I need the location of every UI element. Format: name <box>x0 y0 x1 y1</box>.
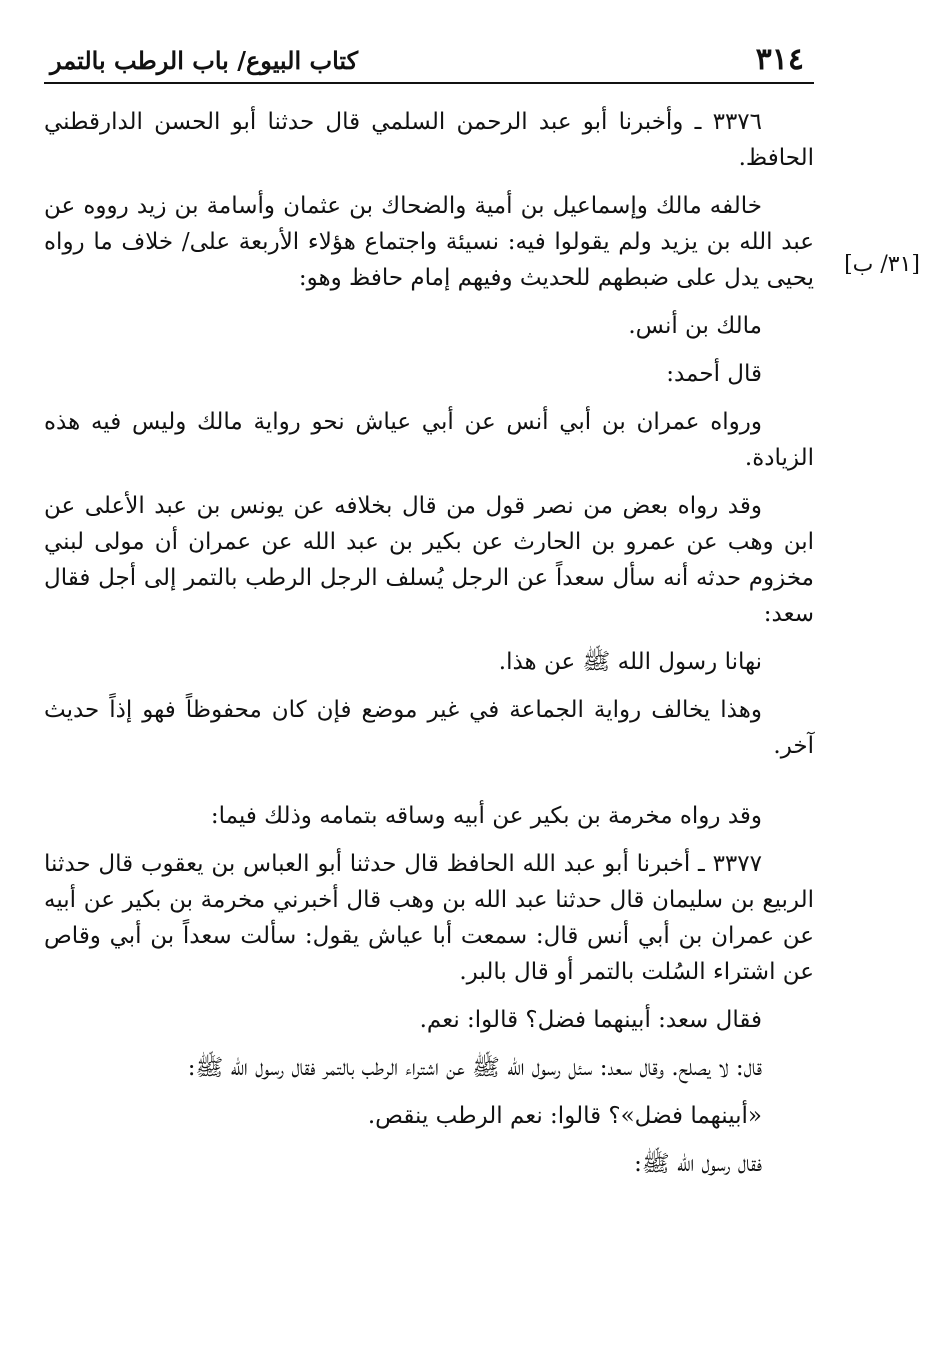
paragraph: قال: لا يصلح. وقال سعد: سئل رسول الله ﷺ عن اشتراء الرطب بالتمر فقال رسول الله ﷺ: <box>187 1055 762 1081</box>
paragraph: وقد رواه مخرمة بن بكير عن أبيه وساقه بتمامه وذلك فيما: <box>210 803 762 829</box>
paragraph: «أبينهما فضل»؟ قالوا: نعم الرطب ينقص. <box>367 1103 762 1129</box>
paragraph: فقال رسول الله ﷺ: <box>634 1151 762 1177</box>
paragraph: خالفه مالك وإسماعيل بن أمية والضحاك بن عثمان وأسامة بن زيد رووه عن عبد الله بن يزيد ولم يقولوا فيه: نسيئة واجتماع هؤلاء الأربعة على/ خلاف ما رواه يحيى يدل على ضبطهم للحديث وفيهم إمام حافظ وهو: <box>44 193 814 291</box>
paragraph: ٣٣٧٧ ـ أخبرنا أبو عبد الله الحافظ قال حدثنا أبو العباس بن يعقوب قال حدثنا الربيع بن سليمان قال حدثنا عبد الله بن وهب قال أخبرني مخرمة بن بكير عن أبيه عن عمران بن أبي أنس قال: سمعت أبا عياش يقول: سألت سعداً بن أبي وقاص عن اشتراء السُلت بالتمر أو قال بالبر. <box>44 851 814 985</box>
paragraph: نهانا رسول الله ﷺ عن هذا. <box>498 649 762 675</box>
page-body <box>44 104 814 1194</box>
paragraph: وقد رواه بعض من نصر قول من قال بخلافه عن يونس بن عبد الأعلى عن ابن وهب عن عمرو بن الحارث عن بكير بن عبد الله عن عمران أن مولى لبني مخزوم حدثه أنه سأل سعداً عن الرجل يُسلف الرجل الرطب بالتمر إلى أجل فقال سعد: <box>44 493 814 627</box>
margin-note: [٣١/ ب] <box>844 252 920 277</box>
paragraph: ورواه عمران بن أبي أنس عن أبي عياش نحو رواية مالك وليس فيه هذه الزيادة. <box>44 409 814 471</box>
paragraph: فقال سعد: أبينهما فضل؟ قالوا: نعم. <box>419 1007 762 1033</box>
running-title: كتاب البيوع/ باب الرطب بالتمر <box>50 46 359 75</box>
paragraph: قال أحمد: <box>666 361 762 387</box>
paragraph: ٣٣٧٦ ـ وأخبرنا أبو عبد الرحمن السلمي قال حدثنا أبو الحسن الدارقطني الحافظ. <box>44 109 814 171</box>
page-number: ٣١٤ <box>755 42 804 77</box>
paragraph: وهذا يخالف رواية الجماعة في غير موضع فإن كان محفوظاً فهو إذاً حديث آخر. <box>44 697 814 759</box>
page-header <box>44 30 814 84</box>
paragraph: مالك بن أنس. <box>628 313 762 339</box>
